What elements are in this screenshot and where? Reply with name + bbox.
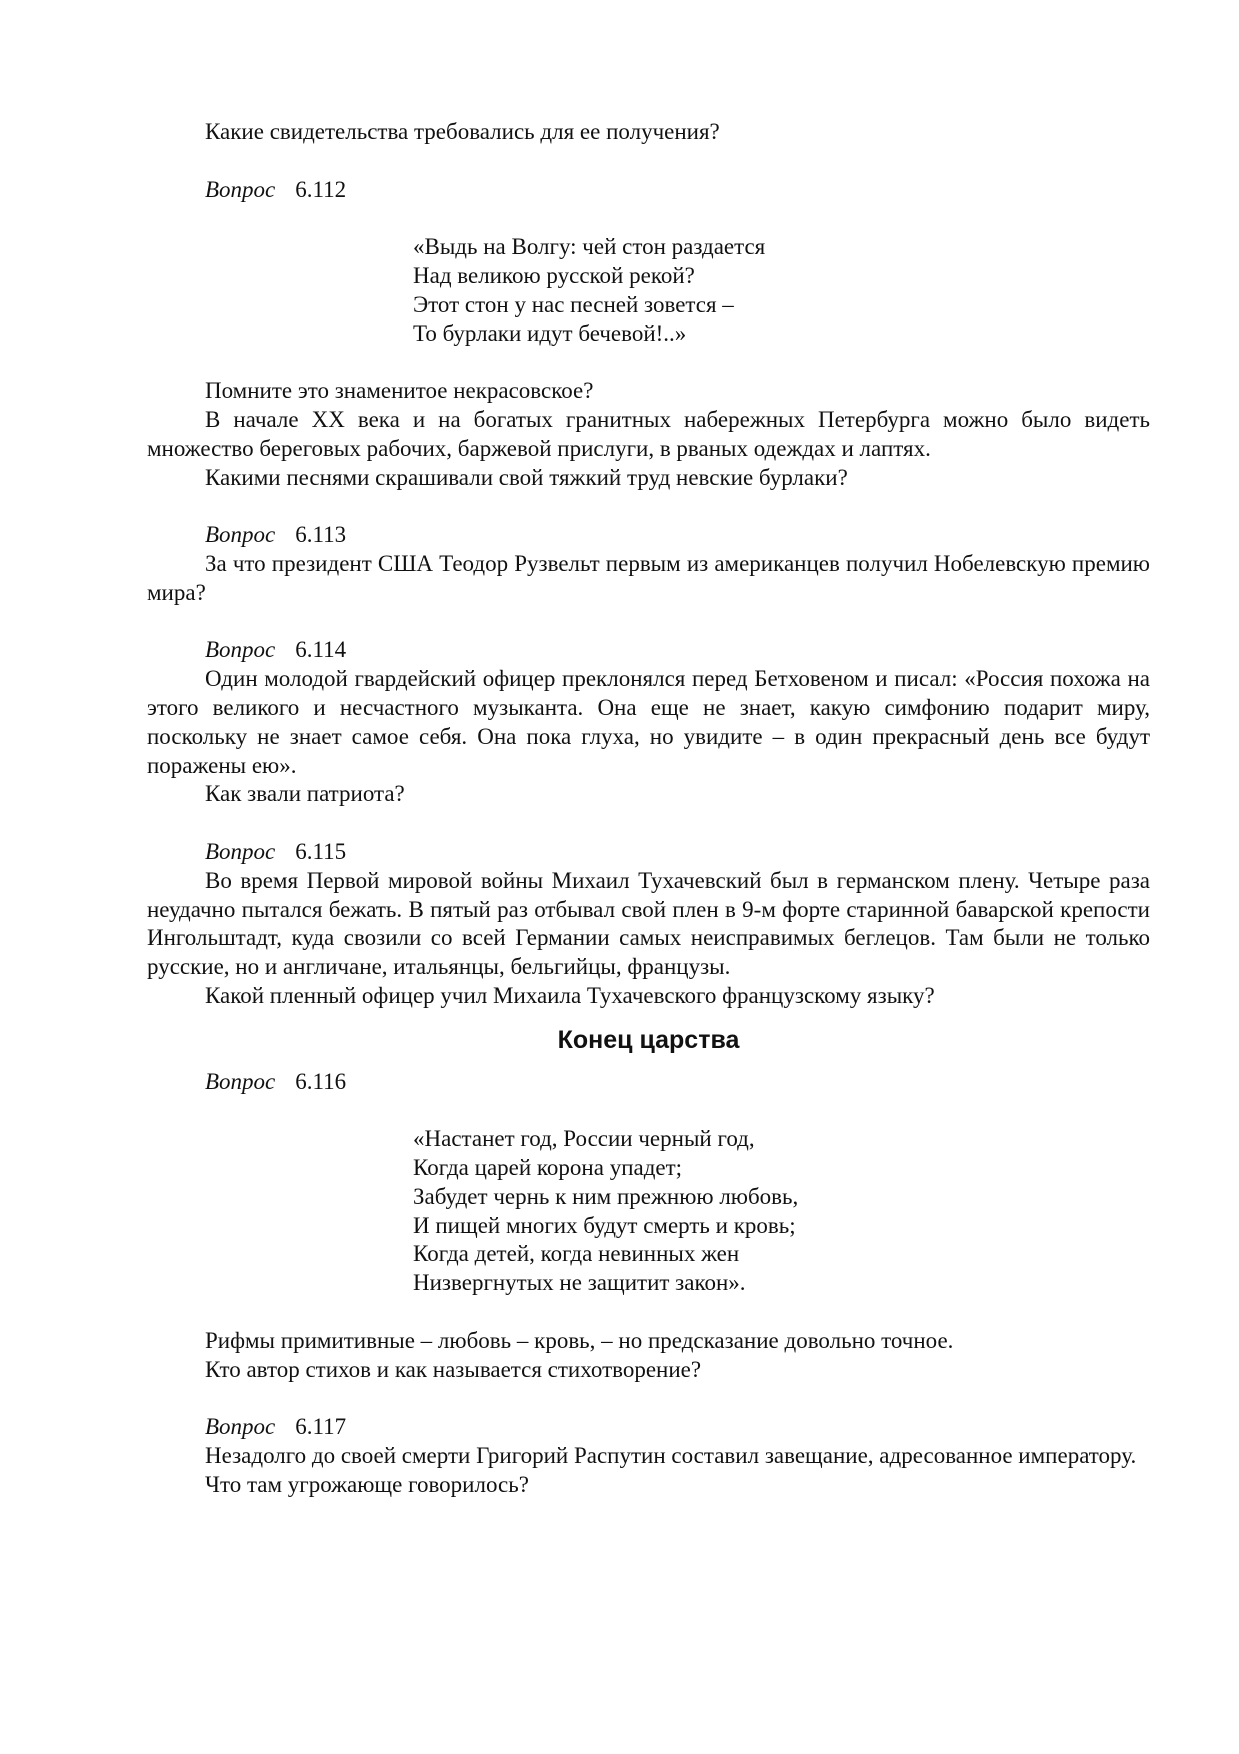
- paragraph: За что президент США Теодор Рузвельт первым из американцев получил Нобелевскую премию мира?: [147, 550, 1150, 605]
- paragraph: Помните это знаменитое некрасовское?: [205, 378, 594, 404]
- section-heading: Конец царства: [557, 1025, 740, 1054]
- poem-line: Когда царей корона упадет;: [413, 1155, 683, 1181]
- paragraph: Кто автор стихов и как называется стихотворение?: [205, 1356, 702, 1382]
- paragraph: В начале XX века и на богатых гранитных набережных Петербурга можно было видеть множество береговых рабочих, баржевой прислуги, в рваных одеждах и лаптях.: [147, 406, 1150, 461]
- page-content: [147, 118, 1150, 1500]
- poem-line: «Настанет год, России черный год,: [413, 1126, 755, 1152]
- poem-line: И пищей многих будут смерть и кровь;: [413, 1212, 796, 1238]
- poem-line: Когда детей, когда невинных жен: [413, 1241, 740, 1267]
- question-number: 6.114: [295, 637, 347, 663]
- poem-line: Забудет чернь к ним прежнюю любовь,: [413, 1183, 799, 1209]
- question-number: 6.115: [295, 838, 347, 864]
- poem-line: Этот стон у нас песней зовется –: [413, 291, 734, 317]
- paragraph: Рифмы примитивные – любовь – кровь, – но предсказание довольно точное.: [205, 1327, 954, 1353]
- paragraph: Какими песнями скрашивали свой тяжкий труд невские бурлаки?: [205, 464, 848, 490]
- question-label-6-113: [147, 521, 1150, 550]
- question-word: Вопрос: [205, 838, 276, 864]
- question-label-6-112: [147, 176, 1150, 205]
- question-number: 6.112: [295, 176, 347, 202]
- intro-paragraph: Какие свидетельства требовались для ее получения?: [205, 119, 720, 144]
- question-label-6-115: [147, 838, 1150, 867]
- poem-line: То бурлаки идут бечевой!..»: [413, 320, 687, 346]
- paragraph: Как звали патриота?: [205, 781, 405, 807]
- question-number: 6.116: [295, 1068, 347, 1094]
- paragraph: Во время Первой мировой войны Михаил Тухачевский был в германском плену. Четыре раза неудачно пытался бежать. В пятый раз отбывал свой плен в 9-м форте старинной баварской крепости Ингольштадт, куда свозили со всей Германии самых неисправимых беглецов. Там были не только русские, но и англичане, итальянцы, бельгийцы, французы.: [147, 867, 1150, 980]
- poem-line: Над великою русской рекой?: [413, 262, 695, 288]
- question-word: Вопрос: [205, 1414, 276, 1440]
- question-label-6-116: [147, 1068, 1150, 1097]
- paragraph: Один молодой гвардейский офицер преклонялся перед Бетховеном и писал: «Россия похожа на этого великого и несчастного музыканта. Она еще не знает, какую симфонию подарит миру, поскольку не знает самое себя. Она пока глуха, но увидите – в один прекрасный день все будут поражены ею».: [147, 666, 1150, 778]
- question-number: 6.117: [295, 1414, 347, 1440]
- paragraph: Что там угрожающе говорилось?: [205, 1471, 529, 1497]
- question-label-6-114: [147, 636, 1150, 665]
- question-word: Вопрос: [205, 522, 276, 548]
- question-word: Вопрос: [205, 176, 276, 202]
- poem-line: Низвергнутых не защитит закон».: [413, 1270, 746, 1296]
- question-word: Вопрос: [205, 1068, 276, 1094]
- paragraph: Незадолго до своей смерти Григорий Распутин составил завещание, адресованное императору.: [205, 1443, 1137, 1469]
- question-number: 6.113: [295, 522, 347, 548]
- poem-nekrasov: [147, 233, 1150, 348]
- paragraph: Какой пленный офицер учил Михаила Тухачевского французскому языку?: [205, 982, 935, 1008]
- question-label-6-117: [147, 1413, 1150, 1442]
- poem-prediction: [147, 1125, 1150, 1298]
- question-word: Вопрос: [205, 637, 276, 663]
- poem-line: «Выдь на Волгу: чей стон раздается: [413, 234, 766, 260]
